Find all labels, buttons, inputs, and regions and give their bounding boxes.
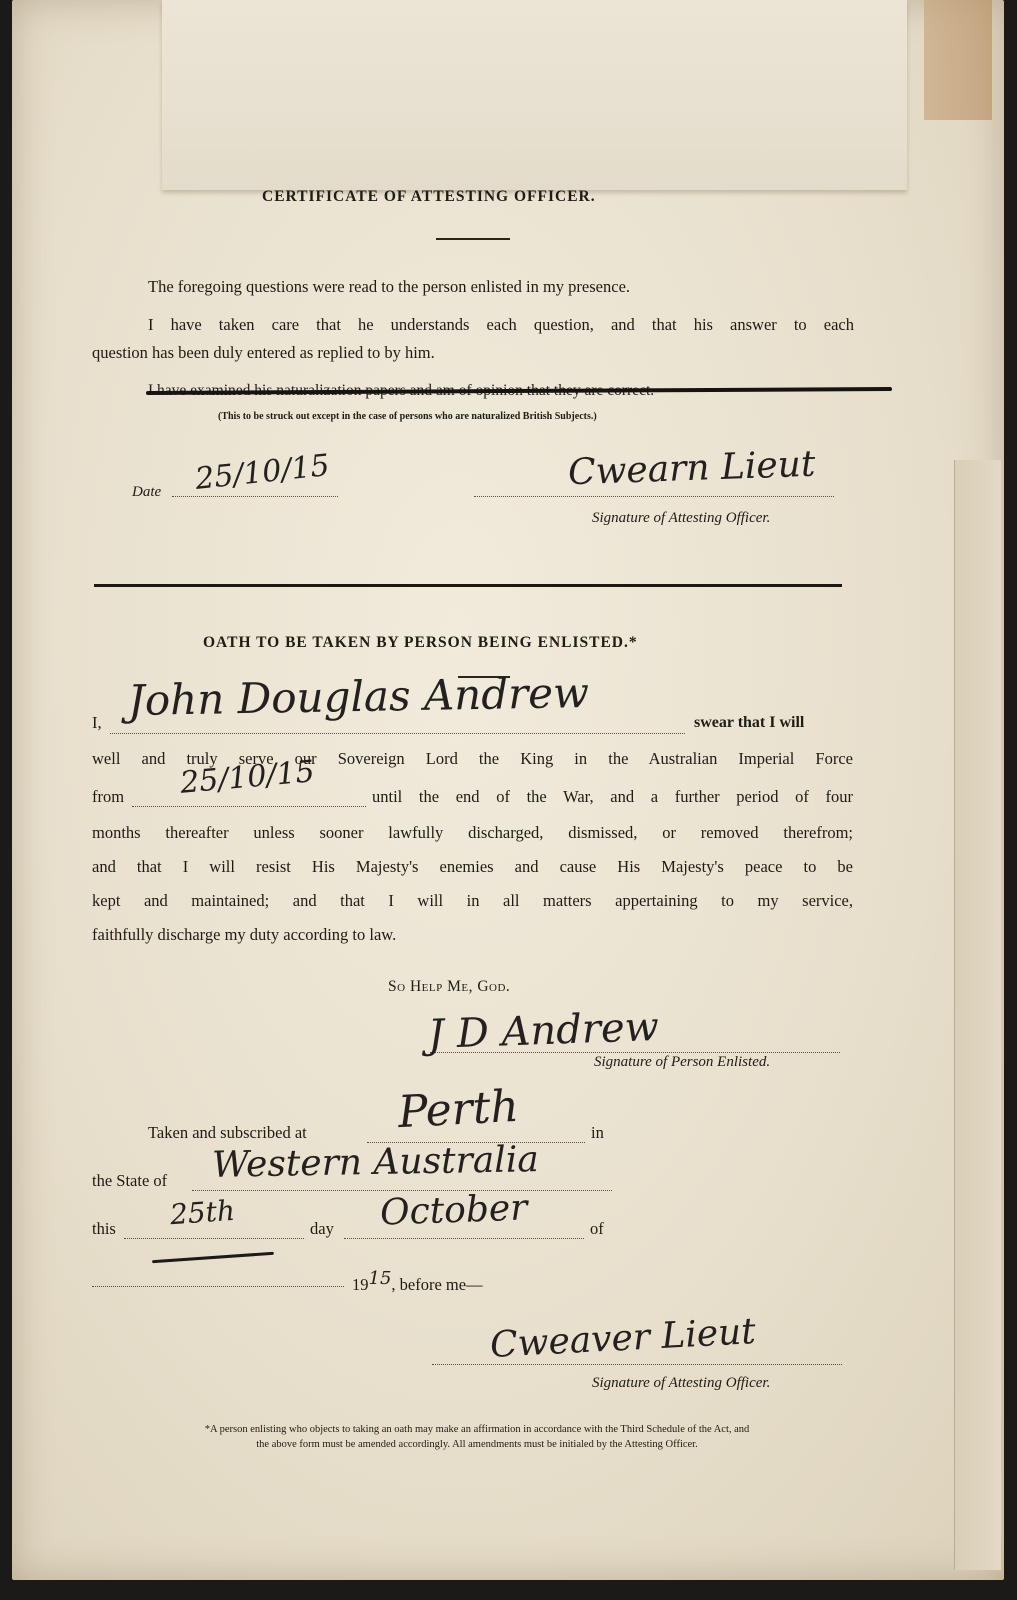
footnote-line-2: the above form must be amended accordingly. All amendments must be initialed by the Attesting Officer. [256, 1439, 698, 1450]
of-label: of [590, 1219, 604, 1238]
year-leading-dotted-line [92, 1286, 344, 1287]
officer-signature-line [474, 496, 834, 497]
date-handwritten: 25/10/15 [193, 448, 332, 497]
oath-i-label: I, [92, 713, 102, 732]
date-label: Date [132, 484, 162, 500]
officer-signature-2: Cweaver Lieut [489, 1311, 757, 1366]
oath-line-4: months thereafter unless sooner lawfully discharged, dismissed, or removed therefrom; [92, 823, 853, 842]
day-label: day [310, 1219, 334, 1238]
oath-title: OATH TO BE TAKEN BY PERSON BEING ENLISTED.* [203, 634, 638, 651]
certificate-para-1: The foregoing questions were read to the person enlisted in my presence. [148, 277, 631, 296]
enlisted-signature: J D Andrew [427, 1003, 660, 1059]
oath-line-3: until the end of the War, and a further period of four [372, 787, 853, 806]
state-label: the State of [92, 1171, 168, 1190]
from-date-handwritten: 25/10/15 [178, 754, 317, 801]
this-label: this [92, 1219, 116, 1238]
officer-signature-label-2: Signature of Attesting Officer. [592, 1375, 771, 1391]
in-label: in [591, 1123, 604, 1142]
officer-signature-1: Cwearn Lieut [567, 443, 816, 494]
so-help-me-god: So Help Me, God. [388, 978, 511, 995]
paper-edge-strip [954, 460, 1001, 1570]
footnote-line-1: *A person enlisting who objects to taking an oath may make an affirmation in accordance with the Third Schedule of the Act, and [204, 1424, 750, 1435]
oath-line-7: faithfully discharge my duty according to law. [92, 925, 397, 944]
taken-label: Taken and subscribed at [148, 1123, 307, 1142]
before-me-label: , before me— [391, 1275, 483, 1294]
from-date-dotted-line [132, 806, 366, 807]
oath-line-6: kept and maintained; and that I will in all matters appertaining to my service, [92, 891, 853, 910]
month-handwritten: October [379, 1187, 529, 1234]
month-dotted-line [344, 1238, 584, 1239]
year-suffix-handwritten: 15 [368, 1268, 392, 1289]
section-divider [94, 584, 842, 587]
title-rule [436, 238, 510, 240]
oath-line-5: and that I will resist His Majesty's enemies and cause His Majesty's peace to be [92, 857, 853, 876]
naturalization-note: (This to be struck out except in the case of persons who are naturalized British Subjects.) [218, 411, 597, 422]
day-handwritten: 25th [168, 1193, 236, 1232]
name-dotted-line [110, 733, 685, 734]
oath-swear-text: swear that I will [694, 714, 805, 731]
oath-line-2: well and truly serve our Sovereign Lord the King in the Australian Imperial Force [92, 749, 853, 768]
paper-flap [162, 0, 907, 190]
year-prefix: 19 [352, 1275, 369, 1294]
oath-from-label: from [92, 787, 125, 806]
day-dotted-line [124, 1238, 304, 1239]
year-line [352, 1262, 483, 1302]
officer-signature-label-1: Signature of Attesting Officer. [592, 510, 771, 526]
tape-mark [924, 0, 992, 120]
certificate-title: CERTIFICATE OF ATTESTING OFFICER. [262, 188, 596, 205]
certificate-para-2b: question has been duly entered as replied to by him. [92, 343, 435, 362]
state-handwritten: Western Australia [211, 1139, 540, 1186]
enlistee-name: John Douglas Andrew [127, 667, 590, 726]
enlisted-signature-label: Signature of Person Enlisted. [594, 1054, 771, 1070]
place-handwritten: Perth [396, 1080, 520, 1139]
certificate-para-2a: I have taken care that he understands each question, and that his answer to each [148, 315, 854, 334]
